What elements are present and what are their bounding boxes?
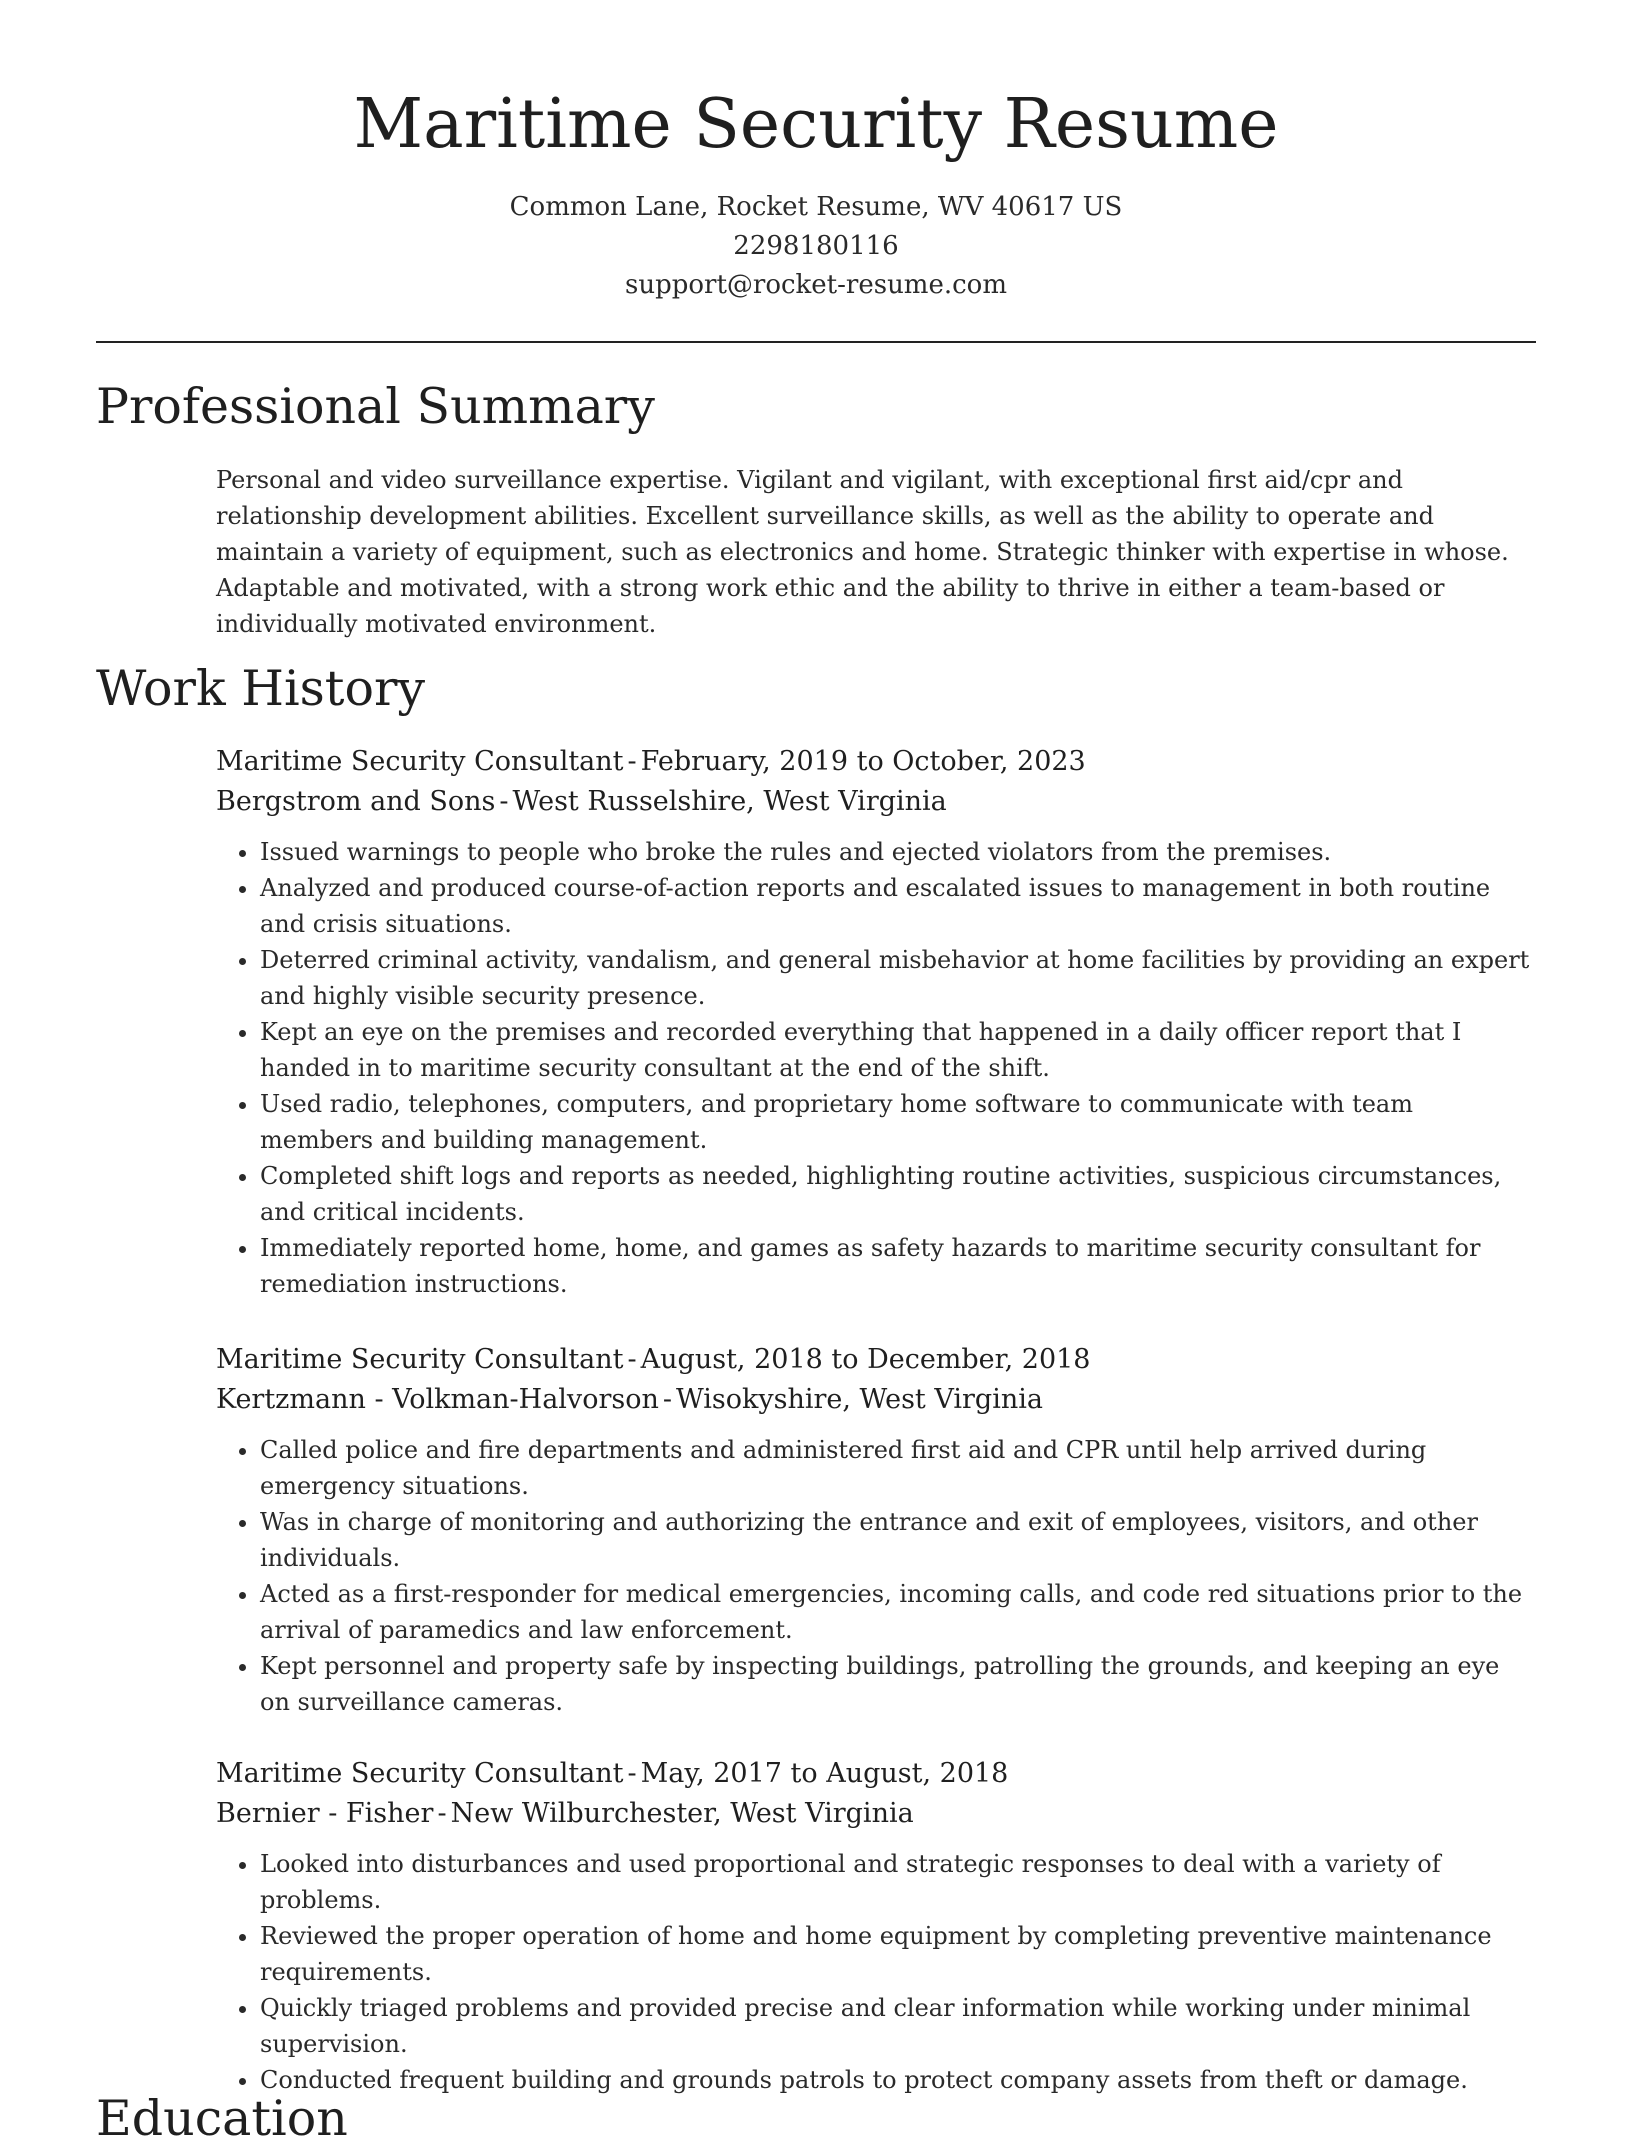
- contact-email: support@rocket-resume.com: [624, 269, 1007, 300]
- separator: -: [437, 1798, 447, 1829]
- separator: -: [499, 786, 509, 817]
- list-item: • Conducted frequent building and grounds patrols to protect company assets from theft or damage.: [260, 2062, 1532, 2098]
- job-title-line: [216, 1754, 1532, 1794]
- job-entry: [216, 1754, 1532, 2098]
- contact-address: Common Lane, Rocket Resume, WV 40617 US: [509, 191, 1123, 222]
- job-location: West Russelshire, West Virginia: [512, 786, 947, 817]
- job-company: Bernier - Fisher: [216, 1798, 434, 1829]
- separator: -: [627, 1758, 637, 1789]
- job-bullets: [216, 1846, 1532, 2098]
- job-title-line: [216, 1340, 1532, 1380]
- job-company: Bergstrom and Sons: [216, 786, 496, 817]
- list-item: • Used radio, telephones, computers, and proprietary home software to communicate with team members and building management.: [260, 1086, 1532, 1158]
- list-item: • Analyzed and produced course-of-action reports and escalated issues to management in both routine and crisis situations.: [260, 870, 1532, 942]
- list-item: • Kept an eye on the premises and recorded everything that happened in a daily officer report that I handed in to maritime security consultant at the end of the shift.: [260, 1014, 1532, 1086]
- list-item: • Reviewed the proper operation of home and home equipment by completing preventive maintenance requirements.: [260, 1918, 1532, 1990]
- job-bullets: [216, 834, 1532, 1302]
- job-location: Wisokyshire, West Virginia: [675, 1384, 1043, 1415]
- job-title: Maritime Security Consultant: [216, 1758, 624, 1789]
- job-title: Maritime Security Consultant: [216, 1344, 624, 1375]
- work-history-heading: Work History: [96, 660, 426, 717]
- list-item: • Issued warnings to people who broke the rules and ejected violators from the premises.: [260, 834, 1532, 870]
- job-title: Maritime Security Consultant: [216, 746, 624, 777]
- job-dates: August, 2018 to December, 2018: [640, 1344, 1091, 1375]
- contact-block: [0, 188, 1632, 305]
- resume-name: Maritime Security Resume: [353, 85, 1279, 164]
- job-entry: [216, 742, 1532, 1302]
- resume-header: [0, 0, 1632, 305]
- job-company: Kertzmann - Volkman-Halvorson: [216, 1384, 659, 1415]
- education-heading: Education: [96, 2090, 348, 2147]
- separator: -: [662, 1384, 672, 1415]
- job-company-line: [216, 782, 1532, 822]
- list-item: • Was in charge of monitoring and authorizing the entrance and exit of employees, visitors, and other individuals.: [260, 1504, 1532, 1576]
- job-company-line: [216, 1794, 1532, 1834]
- list-item: • Deterred criminal activity, vandalism, and general misbehavior at home facilities by providing an expert and highly visible security presence.: [260, 942, 1532, 1014]
- job-dates: May, 2017 to August, 2018: [640, 1758, 1009, 1789]
- job-entry: [216, 1340, 1532, 1720]
- header-divider: [96, 341, 1536, 343]
- separator: -: [627, 1344, 637, 1375]
- job-dates: February, 2019 to October, 2023: [640, 746, 1086, 777]
- list-item: • Immediately reported home, home, and games as safety hazards to maritime security consultant for remediation instructions.: [260, 1230, 1532, 1302]
- job-title-line: [216, 742, 1532, 782]
- list-item: • Quickly triaged problems and provided precise and clear information while working under minimal supervision.: [260, 1990, 1532, 2062]
- list-item: • Kept personnel and property safe by inspecting buildings, patrolling the grounds, and keeping an eye on surveillance cameras.: [260, 1648, 1532, 1720]
- contact-phone: 2298180116: [733, 230, 899, 261]
- summary-heading: Professional Summary: [96, 378, 655, 435]
- job-location: New Wilburchester, West Virginia: [450, 1798, 914, 1829]
- job-bullets: [216, 1432, 1532, 1720]
- summary-text: Personal and video surveillance expertise. Vigilant and vigilant, with exceptional first aid/cpr and relationship development abilities. Excellent surveillance skills, as well as the ability to operate and maintain a variety of equipment, such as electronics and home. Strategic thinker with expertise in whose. Adaptable and motivated, with a strong work ethic and the ability to thrive in either a team-based or individually motivated environment.: [216, 466, 1509, 638]
- list-item: • Acted as a first-responder for medical emergencies, incoming calls, and code red situations prior to the arrival of paramedics and law enforcement.: [260, 1576, 1532, 1648]
- list-item: • Looked into disturbances and used proportional and strategic responses to deal with a variety of problems.: [260, 1846, 1532, 1918]
- list-item: • Completed shift logs and reports as needed, highlighting routine activities, suspicious circumstances, and critical incidents.: [260, 1158, 1532, 1230]
- list-item: • Called police and fire departments and administered first aid and CPR until help arrived during emergency situations.: [260, 1432, 1532, 1504]
- separator: -: [627, 746, 637, 777]
- job-company-line: [216, 1380, 1532, 1420]
